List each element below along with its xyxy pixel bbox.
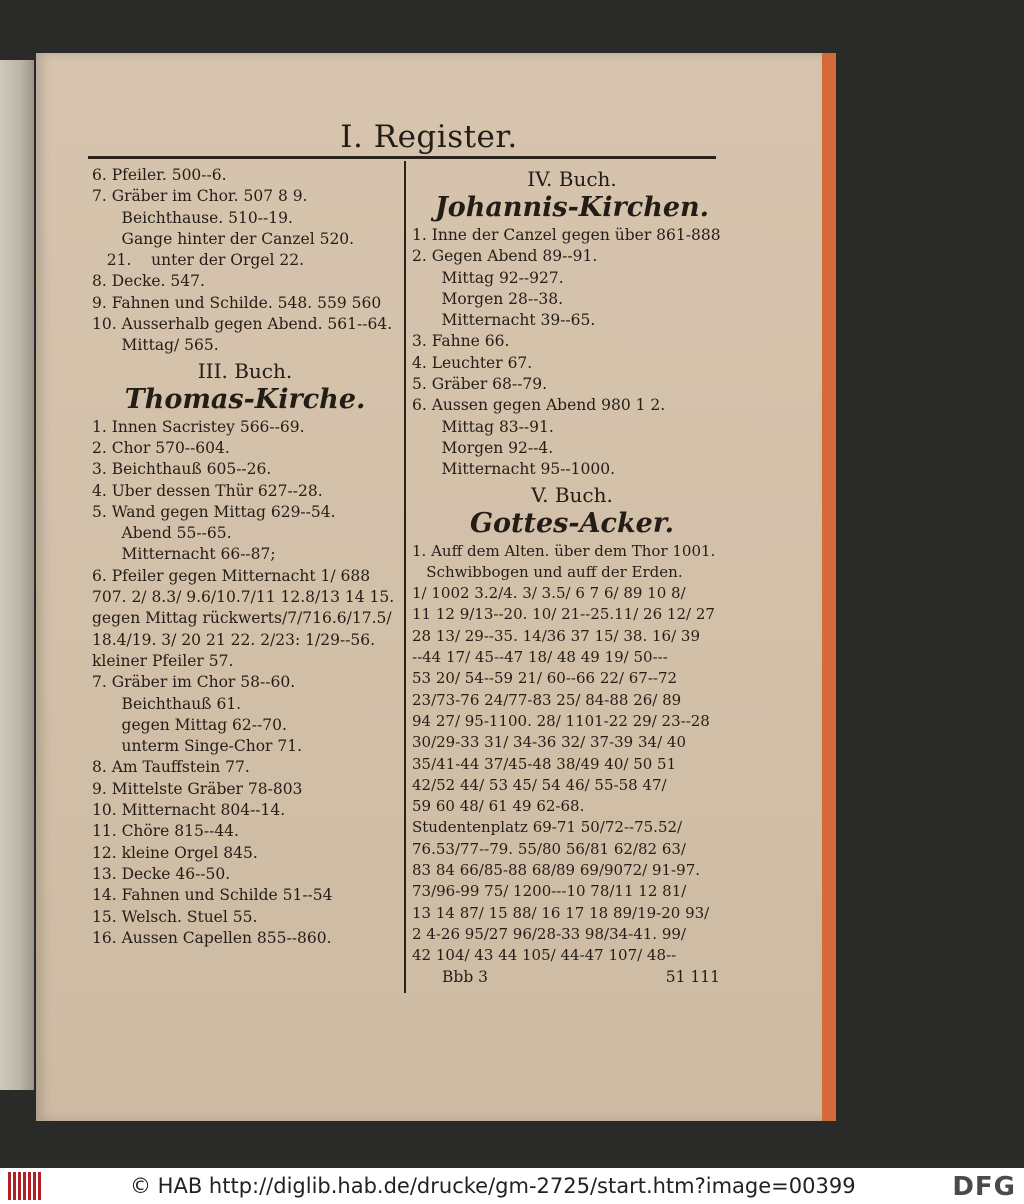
- register-entry-line: gegen Mittag rückwerts/7/716.6/17.5/: [92, 609, 392, 628]
- register-entry-line: 14. Fahnen und Schilde 51--54: [92, 886, 333, 905]
- register-entry-line: Abend 55--65.: [92, 524, 232, 543]
- register-entry-line: 1. Inne der Canzel gegen über 861-888: [412, 226, 721, 244]
- register-entry-line: 5. Wand gegen Mittag 629--54.: [92, 502, 336, 521]
- adjacent-page-edge: [0, 60, 34, 1090]
- register-entry-line: 9. Fahnen und Schilde. 548. 559 560: [92, 293, 382, 312]
- right-entries-book-iv: [412, 225, 732, 481]
- register-entry-line: Morgen 28--38.: [412, 289, 564, 308]
- left-entries-after: [92, 417, 398, 949]
- register-entry-line: Schwibbogen und auff der Erden.: [412, 562, 683, 581]
- register-entry-line: 4. Leuchter 67.: [412, 353, 533, 372]
- register-entry-line: Mitternacht 66--87;: [92, 545, 276, 564]
- heading-thomas-kirche: Thomas-Kirche.: [124, 383, 366, 415]
- register-entry-line: 2 4-26 95/27 96/28-33 98/34-41. 99/: [412, 924, 686, 943]
- register-entry-line: 18.4/19. 3/ 20 21 22. 2/23: 1/29--56.: [92, 630, 376, 649]
- register-entry-line: Mitternacht 95--1000.: [412, 460, 616, 479]
- register-entry-line: 23/73-76 24/77-83 25/ 84-88 26/ 89: [412, 690, 682, 709]
- register-entry-line: 28 13/ 29--35. 14/36 37 15/ 38. 16/ 39: [412, 626, 700, 645]
- right-column: [412, 165, 732, 988]
- register-entry-line: 35/41-44 37/45-48 38/49 40/ 50 51: [412, 754, 677, 773]
- register-entry-line: 12. kleine Orgel 845.: [92, 843, 258, 862]
- left-column: [92, 165, 398, 949]
- register-entry-line: 2. Chor 570--604.: [92, 438, 230, 457]
- register-entry-line: 5. Gräber 68--79.: [412, 375, 548, 394]
- register-entry-line: 6. Aussen gegen Abend 980 1 2.: [412, 396, 666, 415]
- register-entry-line: 13 14 87/ 15 88/ 16 17 18 89/19-20 93/: [412, 903, 710, 922]
- page-footer-row: [412, 967, 732, 988]
- viewer-footer-bar: [0, 1168, 1024, 1204]
- register-entry-line: 11 12 9/13--20. 10/ 21--25.11/ 26 12/ 27: [412, 605, 715, 624]
- register-entry-line: 94 27/ 95-1100. 28/ 1101-22 29/ 23--28: [412, 711, 710, 730]
- heading-gottes-acker: Gottes-Acker.: [469, 507, 675, 539]
- register-entry-line: 53 20/ 54--59 21/ 60--66 22/ 67--72: [412, 669, 678, 688]
- register-entry-line: Mittag 92--927.: [412, 268, 564, 287]
- register-entry-line: Mittag 83--91.: [412, 417, 554, 436]
- register-entry-line: 4. Uber dessen Thür 627--28.: [92, 481, 323, 500]
- register-entry-line: --44 17/ 45--47 18/ 48 49 19/ 50---: [412, 648, 668, 667]
- register-entry-line: gegen Mittag 62--70.: [92, 715, 287, 734]
- register-entry-line: Mitternacht 39--65.: [412, 311, 596, 330]
- register-entry-line: unterm Singe-Chor 71.: [92, 737, 303, 756]
- register-entry-line: kleiner Pfeiler 57.: [92, 651, 234, 670]
- register-entry-line: 707. 2/ 8.3/ 9.6/10.7/11 12.8/13 14 15.: [92, 588, 395, 607]
- register-entry-line: Morgen 92--4.: [412, 438, 554, 457]
- register-entry-line: 11. Chöre 815--44.: [92, 822, 239, 841]
- register-entry-line: 83 84 66/85-88 68/89 69/9072/ 91-97.: [412, 861, 701, 880]
- register-entry-line: 9. Mittelste Gräber 78-803: [92, 779, 303, 798]
- right-entries-book-v: [412, 541, 732, 967]
- register-entry-line: 59 60 48/ 61 49 62-68.: [412, 797, 585, 816]
- heading-book-iii: III. Buch.: [197, 358, 293, 383]
- register-entry-line: Mittag/ 565.: [92, 336, 219, 355]
- register-entry-line: 10. Ausserhalb gegen Abend. 561--64.: [92, 315, 393, 334]
- register-entry-line: 15. Welsch. Stuel 55.: [92, 907, 258, 926]
- register-entry-line: 7. Gräber im Chor 58--60.: [92, 673, 296, 692]
- register-entry-line: Gange hinter der Canzel 520.: [92, 229, 355, 248]
- register-entry-line: 7. Gräber im Chor. 507 8 9.: [92, 187, 308, 206]
- heading-book-v: V. Buch.: [531, 482, 613, 507]
- heading-johannis-kirchen: Johannis-Kirchen.: [434, 192, 710, 223]
- left-entries-before: [92, 165, 398, 357]
- source-url-text[interactable]: © HAB http://diglib.hab.de/drucke/gm-2725/start.htm?image=00399: [130, 1174, 856, 1198]
- signature-mark: Bbb 3: [442, 967, 489, 986]
- register-entry-line: 3. Fahne 66.: [412, 332, 510, 351]
- register-entry-line: 13. Decke 46--50.: [92, 864, 231, 883]
- register-entry-line: 1/ 1002 3.2/4. 3/ 3.5/ 6 7 6/ 89 10 8/: [412, 584, 686, 603]
- register-entry-line: 8. Decke. 547.: [92, 272, 205, 291]
- register-entry-line: Beichthause. 510--19.: [92, 208, 293, 227]
- catchword: 51 111: [665, 967, 720, 986]
- page-title: I. Register.: [340, 119, 518, 155]
- register-entry-line: 6. Pfeiler gegen Mitternacht 1/ 688: [92, 566, 371, 585]
- register-entry-line: 8. Am Tauffstein 77.: [92, 758, 250, 777]
- register-entry-line: 42 104/ 43 44 105/ 44-47 107/ 48--: [412, 946, 677, 965]
- register-entry-line: 1. Innen Sacristey 566--69.: [92, 417, 305, 436]
- register-entry-line: 73/96-99 75/ 1200---10 78/11 12 81/: [412, 882, 687, 901]
- register-entry-line: 3. Beichthauß 605--26.: [92, 460, 272, 479]
- heading-book-iv: IV. Buch.: [527, 167, 617, 191]
- register-entry-line: 16. Aussen Capellen 855--860.: [92, 928, 332, 947]
- register-entry-line: 42/52 44/ 53 45/ 54 46/ 55-58 47/: [412, 775, 667, 794]
- register-entry-line: 21. unter der Orgel 22.: [92, 251, 305, 270]
- register-entry-line: 30/29-33 31/ 34-36 32/ 37-39 34/ 40: [412, 733, 686, 752]
- register-entry-line: 2. Gegen Abend 89--91.: [412, 247, 598, 266]
- register-entry-line: Studentenplatz 69-71 50/72--75.52/: [412, 818, 683, 837]
- register-entry-line: 76.53/77--79. 55/80 56/81 62/82 63/: [412, 839, 686, 858]
- register-entry-line: Beichthauß 61.: [92, 694, 242, 713]
- register-entry-line: 6. Pfeiler. 500--6.: [92, 166, 227, 184]
- book-page: [36, 53, 822, 1121]
- dfg-logo: DFG: [952, 1172, 1016, 1202]
- title-rule: [88, 156, 716, 159]
- register-entry-line: 1. Auff dem Alten. über dem Thor 1001.: [412, 541, 716, 560]
- column-divider: [404, 161, 406, 993]
- hab-barcode-icon: [8, 1172, 44, 1200]
- register-entry-line: 10. Mitternacht 804--14.: [92, 801, 286, 820]
